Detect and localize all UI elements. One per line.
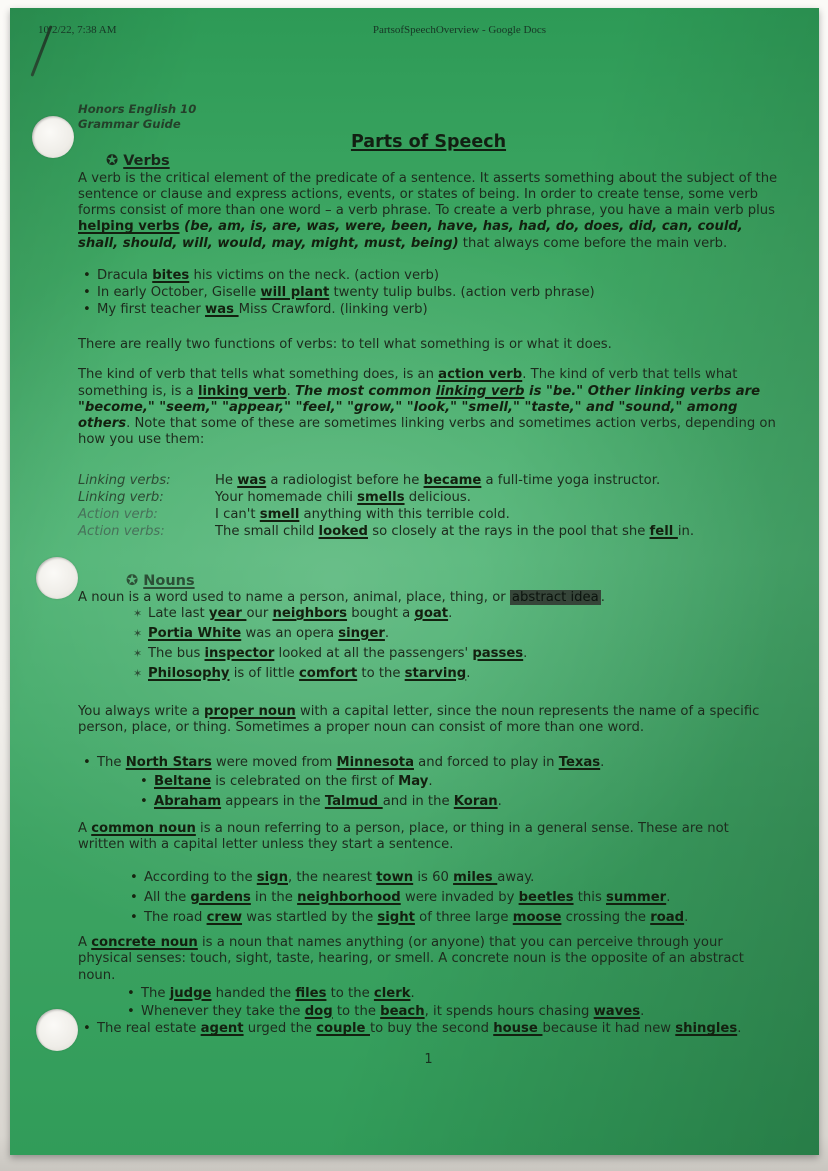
proper-noun-example: Abraham appears in the Talmud and in the Koran. [154,794,502,810]
row-sentence: The small child looked so closely at the rays in the pool that she fell in. [215,523,695,539]
concrete-noun-examples-list [78,986,779,1038]
list-item [83,285,779,301]
list-item [83,302,779,318]
list-item [130,910,779,926]
verb-example: In early October, Giselle will plant twenty tulip bulbs. (action verb phrase) [97,284,595,300]
verb-functions-line: There are really two functions of verbs: to tell what something is or what it does. [78,336,612,352]
list-item [83,1021,779,1037]
proper-noun-paragraph: You always write a proper noun with a capital letter, since the noun represents the name of a specific person, place, or thing. Sometimes a proper noun can consist of more than one word. [78,704,760,736]
star-bullet-icon: ✶ [133,666,143,680]
list-item [83,774,779,790]
bullet-icon: • [127,1003,135,1019]
list-item [133,646,779,662]
noun-example: Philosophy is of little comfort to the starving. [148,665,471,681]
list-item [133,626,779,642]
bullet-icon: • [140,774,148,790]
hole-punch [36,557,78,599]
table-row [78,472,779,489]
course-name: Honors English 10 [78,102,197,116]
list-item [127,1004,779,1020]
nouns-intro-paragraph: A noun is a word used to name a person, animal, place, thing, or abstract idea . [78,590,605,606]
common-noun-paragraph: A common noun is a noun referring to a person, place, or thing in a general sense. These are not written with a capital letter unless they start a sentence. [78,820,729,852]
row-label: Action verb: [78,506,158,522]
common-noun-example: According to the sign, the nearest town is 60 miles away. [144,870,535,886]
bullet-icon: • [130,909,138,925]
star-circle-icon: ✪ [126,572,139,589]
noun-examples-list [78,606,779,682]
page-number: 1 [424,1051,433,1067]
list-item [127,986,779,1002]
proper-noun-example: The North Stars were moved from Minnesota and forced to play in Texas. [97,754,605,770]
bullet-icon: • [83,284,91,300]
verb-kinds-paragraph: The kind of verb that tells what something does, is an action verb. The kind of verb that tells what something is, is a linking verb. The most common linking verb is "be." Other linking verbs are "become," "seem," "appear," "feel," "grow," "look," "smell," "taste," and "sound," among others. Note that some of these are sometimes linking verbs and sometimes action verbs, depending on how you use them: [78,367,776,448]
noun-example: Late last year our neighbors bought a goat. [148,606,453,622]
common-noun-example: All the gardens in the neighborhood were invaded by beetles this summer. [144,889,671,905]
concrete-noun-example: The judge handed the files to the clerk. [141,985,415,1001]
verb-example: My first teacher was Miss Crawford. (linking verb) [97,301,428,317]
verb-usage-table [78,472,779,540]
row-sentence: I can't smell anything with this terrible cold. [215,506,510,522]
star-bullet-icon: ✶ [133,607,143,621]
list-item [133,606,779,622]
bullet-icon: • [130,870,138,886]
row-label: Action verbs: [78,523,165,539]
concrete-noun-example: Whenever they take the dog to the beach, it spends hours chasing waves. [141,1003,645,1019]
table-row [78,523,779,540]
table-row [78,506,779,523]
noun-example: The bus inspector looked at all the passengers' passes. [148,645,528,661]
list-item [130,870,779,886]
bullet-icon: • [130,889,138,905]
proper-noun-example: Beltane is celebrated on the first of May. [154,774,433,790]
verbs-intro-paragraph: A verb is the critical element of the predicate of a sentence. It asserts something about the subject of the sentence or clause and express actions, events, or states of being. In order to create tense, some verb forms consist of more than one word – a verb phrase. To create a verb phrase, you have a main verb plus helping verbs (be, am, is, are, was, were, been, have, has, had, do, does, did, can, could, shall, should, will, would, may, might, must, being) that always come before the main verb. [78,170,778,251]
course-label [78,102,779,131]
bullet-icon: • [140,794,148,810]
row-label: Linking verbs: [78,472,171,488]
star-circle-icon: ✪ [106,153,119,170]
list-item [133,666,779,682]
bullet-icon: • [83,301,91,317]
verbs-section-heading [106,153,779,169]
page-title: Parts of Speech [350,132,507,152]
common-noun-example: The road crew was startled by the sight of three large moose crossing the road. [144,909,689,925]
print-doc-title: PartsofSpeechOverview - Google Docs [372,24,547,36]
list-item [130,890,779,906]
star-bullet-icon: ✶ [133,646,143,660]
list-item [83,755,779,771]
row-sentence: Your homemade chili smells delicious. [215,489,471,505]
document-content [78,8,779,1068]
bullet-icon: • [83,754,91,770]
noun-example: Portia White was an opera singer. [148,626,390,642]
nouns-heading-label: Nouns [143,572,195,589]
verb-example: Dracula bites his victims on the neck. (action verb) [97,268,440,284]
course-subtitle: Grammar Guide [78,116,181,131]
common-noun-examples-list [78,870,779,926]
list-item [83,268,779,284]
hole-punch [36,1009,78,1051]
proper-noun-examples-list [78,755,779,811]
bullet-icon: • [127,985,135,1001]
verb-examples-list [78,268,779,318]
table-row [78,489,779,506]
concrete-noun-example: The real estate agent urged the couple to buy the second house because it had new shingles. [97,1021,742,1037]
list-item [83,794,779,810]
star-bullet-icon: ✶ [133,627,143,641]
concrete-noun-paragraph: A concrete noun is a noun that names anything (or anyone) that you can perceive through your physical senses: touch, sight, taste, hearing, or smell. A concrete noun is the opposite of an abstract noun. [78,935,744,983]
nouns-section-heading [126,573,779,589]
print-timestamp: 10/2/22, 7:38 AM [38,24,117,36]
row-sentence: He was a radiologist before he became a full-time yoga instructor. [215,472,661,488]
bullet-icon: • [83,268,91,284]
scanned-green-page [10,8,819,1155]
verbs-heading-label: Verbs [123,153,170,170]
hole-punch [32,116,74,158]
row-label: Linking verb: [78,489,164,505]
bullet-icon: • [83,1021,91,1037]
